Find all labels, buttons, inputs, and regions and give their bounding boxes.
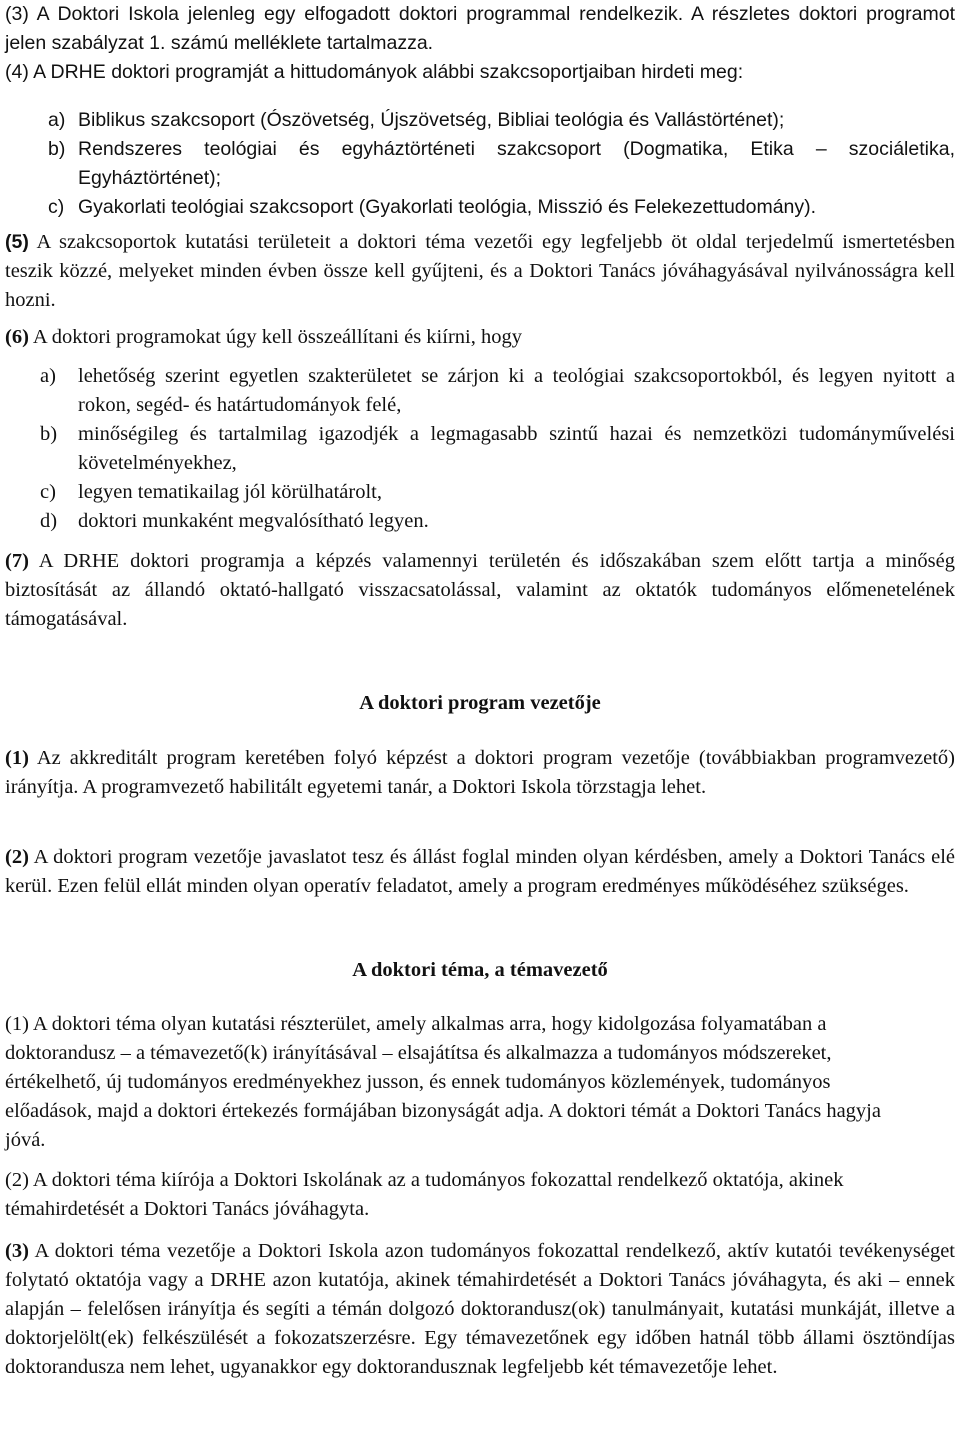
paragraph-text: Az akkreditált program keretében folyó képzést a doktori program vezetője (továbbiakban programvezető) irányítja. A programvezető habilitált egyetemi tanár, a Doktori Iskola törzstagja lehet.	[5, 747, 956, 798]
paragraph-number: (5)	[5, 231, 29, 253]
list-item-label: b)	[40, 423, 58, 445]
paragraph-7	[5, 547, 955, 634]
leader-paragraph-2	[5, 843, 955, 901]
list-item-text: minőségileg és tartalmilag igazodjék a legmagasabb szintű hazai és nemzetközi tudományművelési követelményekhez,	[78, 423, 955, 474]
list-item-text: Gyakorlati teológiai szakcsoport (Gyakorlati teológia, Misszió és Felekezettudomány).	[78, 196, 817, 218]
paragraph-4: (4) A DRHE doktori programját a hittudományok alábbi szakcsoportjaiban hirdeti meg:	[5, 61, 744, 83]
topic-paragraph-2: (2) A doktori téma kiírója a Doktori Iskolának az a tudományos fokozattal rendelkező oktatója, akinek témahirdetését a Doktori Tanács jóváhagyta.	[5, 1169, 844, 1220]
list-item	[40, 478, 955, 507]
paragraph-5	[5, 228, 955, 315]
section-heading-topic: A doktori téma, a témavezető	[352, 959, 608, 981]
list-item-label: d)	[40, 510, 58, 532]
paragraph-text: A szakcsoportok kutatási területeit a doktori téma vezetői egy legfeljebb öt oldal terjedelmű ismertetésben teszik közzé, melyeket minden évben össze kell gyűjteni, és a Doktori Tanács jóváhagyásával nyilvánosságra kell hozni.	[5, 231, 956, 311]
leader-paragraph-1	[5, 744, 955, 802]
list-item-label: a)	[40, 365, 56, 387]
paragraph-3: (3) A Doktori Iskola jelenleg egy elfogadott doktori programmal rendelkezik. A részletes doktori programot jelen szabályzat 1. számú melléklete tartalmazza.	[5, 3, 955, 54]
paragraph-text: A doktori program vezetője javaslatot tesz és állást foglal minden olyan kérdésben, amely a Doktori Tanács elé kerül. Ezen felül ellát minden olyan operatív feladatot, amely a program eredményes működéséhez szükséges.	[5, 846, 955, 897]
list-item-text: legyen tematikailag jól körülhatárolt,	[78, 481, 382, 503]
paragraph-number: (7)	[5, 550, 29, 572]
paragraph-number: (2)	[5, 846, 29, 868]
list-item	[48, 135, 955, 193]
paragraph-text: A DRHE doktori programja a képzés valamennyi területén és időszakában szem előtt tartja a minőség biztosítását az állandó oktató-hallgató visszacsatolással, valamint az oktatók tudományos előmenetelének támogatásával.	[5, 550, 955, 630]
section-heading-program-leader: A doktori program vezetője	[359, 692, 601, 714]
specialization-list	[48, 106, 955, 222]
list-item-label: c)	[40, 481, 56, 503]
paragraph-number: (3)	[5, 1240, 29, 1262]
paragraph-text: A doktori téma vezetője a Doktori Iskola azon tudományos fokozattal rendelkező, aktív kutatói tevékenységet folytató oktatója vagy a DRHE azon kutatója, akinek témahirdetését a Doktori Tanács jóváhagyta, és aki – ennek alapján – felelősen irányítja és segíti a témán dolgozó doktorandusz(ok) tanulmányait, kutatási munkáját, illetve a doktorjelölt(ek) felkészülését a fokozatszerzésre. Egy témavezetőnek egy időben hatnál több állami ösztöndíjas doktorandusza nem lehet, ugyanakkor egy doktorandusznak legfeljebb két témavezetője lehet.	[5, 1240, 955, 1378]
paragraph-text: A doktori programokat úgy kell összeállítani és kiírni, hogy	[32, 326, 522, 348]
list-item	[48, 106, 955, 135]
list-item-text: doktori munkaként megvalósítható legyen.	[78, 510, 429, 532]
list-item-text: Biblikus szakcsoport (Ószövetség, Újszövetség, Bibliai teológia és Vallástörténet);	[78, 109, 785, 131]
list-item-label: c)	[48, 196, 65, 218]
list-item	[48, 193, 955, 222]
list-item	[40, 362, 955, 420]
topic-paragraph-3	[5, 1237, 955, 1382]
paragraph-number: (6)	[5, 326, 29, 348]
paragraph-6	[5, 323, 955, 352]
list-item	[40, 420, 955, 478]
list-item-text: lehetőség szerint egyetlen szakterületet se zárjon ki a teológiai szakcsoportokból, és legyen nyitott a rokon, segéd- és határtudományok felé,	[78, 365, 955, 416]
condition-list	[40, 362, 955, 536]
topic-paragraph-1: (1) A doktori téma olyan kutatási részterület, amely alkalmas arra, hogy kidolgozása folyamatában a doktorandusz – a témavezető(k) irányításával – elsajátítsa és alkalmazza a tudományos módszereket, értékelhető, új tudományos eredményekhez jusson, és ennek tudományos közlemények, tudományos előadások, majd a doktori értekezés formájában bizonyságát adja. A doktori témát a Doktori Tanács hagyja jóvá.	[5, 1013, 881, 1151]
list-item-label: b)	[48, 138, 66, 160]
list-item-text: Rendszeres teológiai és egyháztörténeti szakcsoport (Dogmatika, Etika – szociáletika, Egyháztörténet);	[78, 138, 955, 189]
paragraph-number: (1)	[5, 747, 29, 769]
list-item-label: a)	[48, 109, 66, 131]
list-item	[40, 507, 955, 536]
